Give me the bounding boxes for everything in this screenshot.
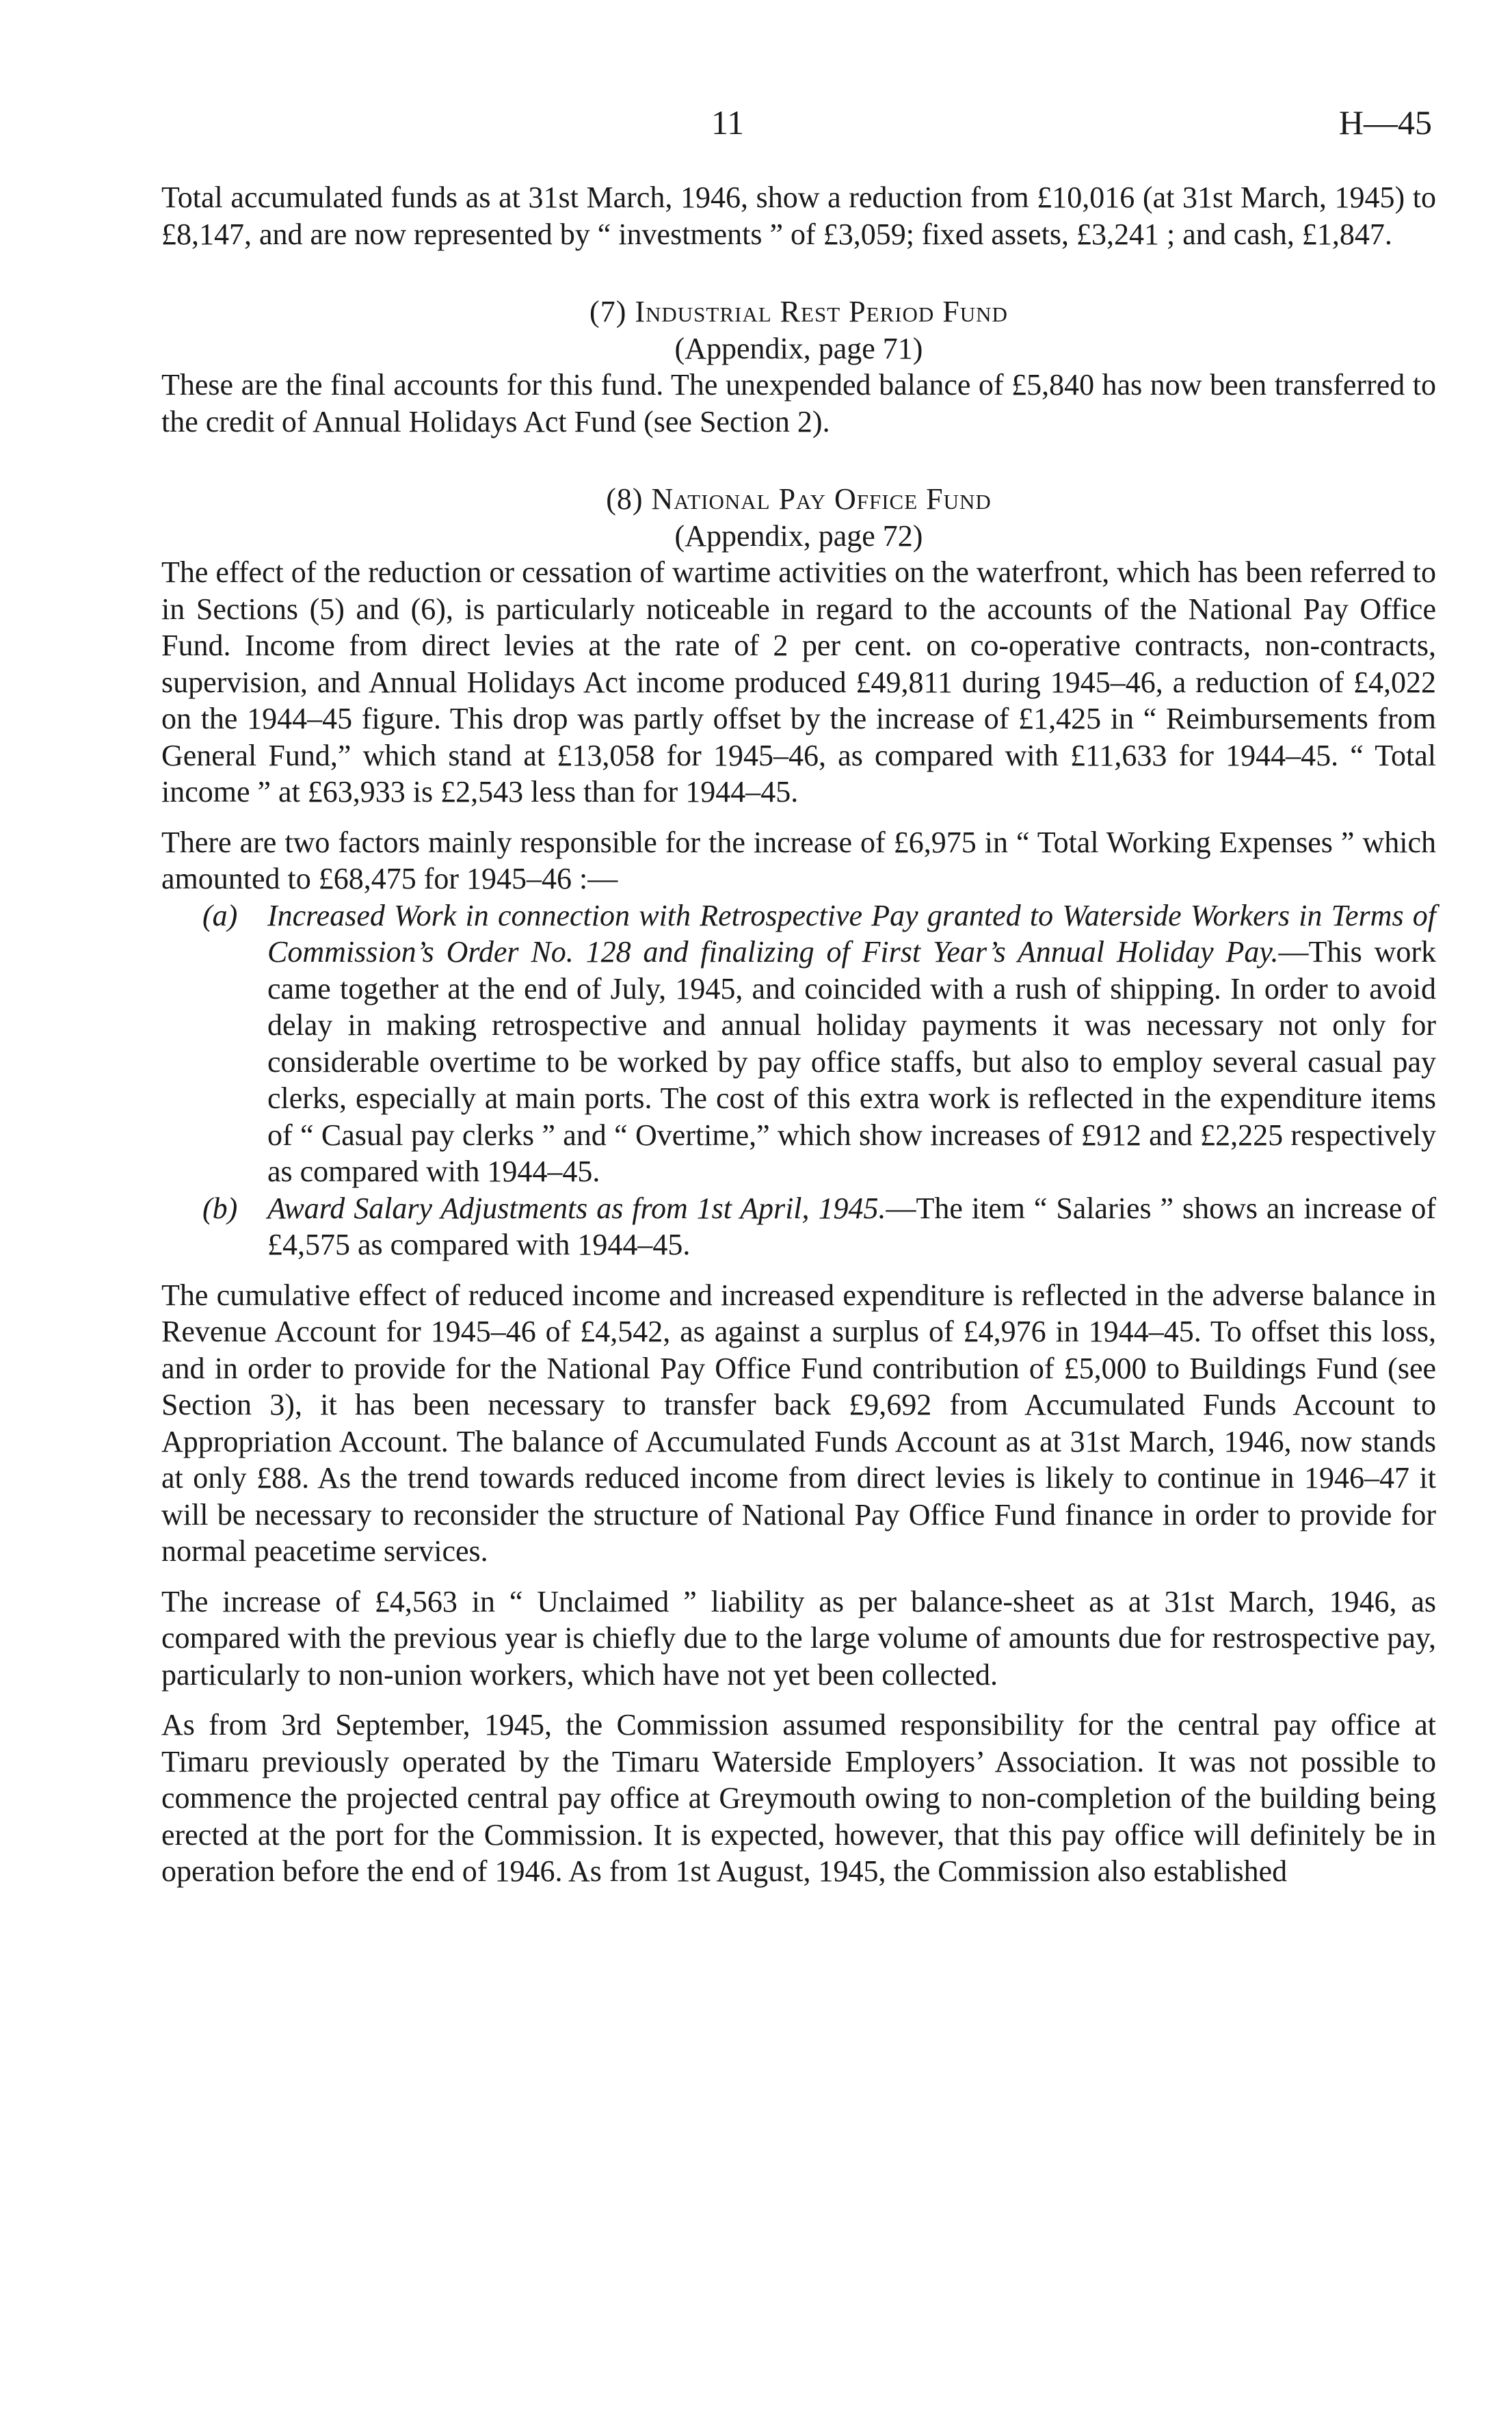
list-item-label: (a) (202, 898, 238, 932)
section-8-paragraph-5: As from 3rd September, 1945, the Commission assumed responsibility for the central pay office at Timaru previously operated by the Timaru Waterside Employers’ Association. It was not possible to commence the projected central pay office at Greymouth owing to non-completion of the building being erected at the port for the Commission. It is expected, however, that this pay office will definitely be in operation before the end of 1946. As from 1st August, 1945, the Commission also established (161, 1708, 1436, 1888)
list-item-title: Increased Work in connection with Retrospective Pay granted to Waterside Workers in Terms of Commission’s Order No. 128 and finalizing of First Year’s Annual Holiday Pay. (267, 898, 1436, 969)
section-8-appendix-ref: (Appendix, page 72) (674, 518, 923, 553)
intro-paragraph: Total accumulated funds as at 31st March, 1946, show a reduction from £10,016 (at 31st March, 1945) to £8,147, and are now represented by “ investments ” of £3,059; fixed assets, £3,241 ; and cash, £1,847. (161, 181, 1436, 251)
document-reference: H—45 (1338, 103, 1432, 142)
section-8-heading: (8) National Pay Office Fund (606, 482, 992, 516)
section-8-paragraph-1: The effect of the reduction or cessation of wartime activities on the waterfront, which has been referred to in Sections (5) and (6), is particularly noticeable in regard to the accounts of the National Pay Office Fund. Income from direct levies at the rate of 2 per cent. on co-operative contracts, non-contracts, supervision, and Annual Holidays Act income produced £49,811 during 1945–46, a reduction of £4,022 on the 1944–45 figure. This drop was partly offset by the increase of £1,425 in “ Reimbursements from General Fund,” which stand at £13,058 for 1945–46, as compared with £11,633 for 1944–45. “ Total income ” at £63,933 is £2,543 less than for 1944–45. (161, 555, 1436, 809)
section-8-paragraph-3: The cumulative effect of reduced income and increased expenditure is reflected in the adverse balance in Revenue Account for 1945–46 of £4,542, as against a surplus of £4,976 in 1944–45. To offset this loss, and in order to provide for the National Pay Office Fund contribution of £5,000 to Buildings Fund (see Section 3), it has been necessary to transfer back £9,692 from Accumulated Funds Account to Appropriation Account. The balance of Accumulated Funds Account as at 31st March, 1946, now stands at only £88. As the trend towards reduced income from direct levies is likely to continue in 1946–47 it will be necessary to reconsider the structure of National Pay Office Fund finance in order to provide for normal peacetime services. (161, 1278, 1436, 1568)
page-body (161, 179, 1436, 1904)
section-7-appendix-ref: (Appendix, page 71) (674, 331, 923, 365)
section-8-paragraph-2: There are two factors mainly responsible for the increase of £6,975 in “ Total Working Expenses ” which amounted to £68,475 for 1945–46 :— (161, 825, 1436, 895)
list-item-text: —This work came together at the end of July, 1945, and coincided with a rush of shipping. In order to avoid delay in making retrospective and annual holiday payments it was necessary not only for considerable overtime to be worked by pay office staffs, but also to employ several casual pay clerks, especially at main ports. The cost of this extra work is reflected in the expenditure items of “ Casual pay clerks ” and “ Overtime,” which show increases of £912 and £2,225 respectively as compared with 1944–45. (267, 935, 1436, 1188)
list-item-b (161, 1190, 1436, 1263)
section-8-paragraph-4: The increase of £4,563 in “ Unclaimed ” liability as per balance-sheet as at 31st March, 1946, as compared with the previous year is chiefly due to the large volume of amounts due for restrospective pay, particularly to non-union workers, which have not yet been collected. (161, 1584, 1436, 1692)
list-item-title: Award Salary Adjustments as from 1st April, 1945. (267, 1191, 886, 1225)
page-header (0, 103, 1512, 150)
list-item-text: —The item “ Salaries ” shows an increase of £4,575 as compared with 1944–45. (267, 1191, 1436, 1261)
list-item-label: (b) (202, 1191, 238, 1225)
section-7-paragraph: These are the final accounts for this fund. The unexpended balance of £5,840 has now been transferred to the credit of Annual Holidays Act Fund (see Section 2). (161, 368, 1436, 438)
list-item-a (161, 897, 1436, 1190)
page-number: 11 (711, 103, 745, 142)
section-7-heading: (7) Industrial Rest Period Fund (589, 295, 1008, 328)
